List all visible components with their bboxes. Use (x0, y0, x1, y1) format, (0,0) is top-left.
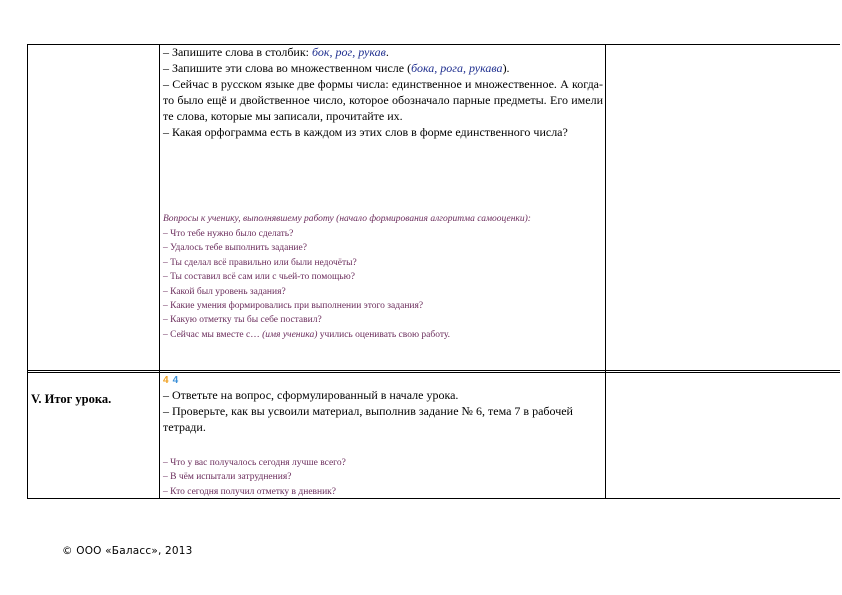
row1-content-cell (163, 44, 603, 140)
question-item: – Ты сделал всё правильно или были недочёты? (163, 257, 357, 268)
question-item: – Кто сегодня получил отметку в дневник? (163, 486, 337, 497)
question-item: – Какой был уровень задания? (163, 286, 286, 297)
question-item: – Что у вас получалось сегодня лучше всего? (163, 458, 346, 468)
table-column-divider (159, 44, 160, 499)
self-assessment-block (163, 213, 603, 342)
instruction-write-plural: – Запишите эти слова во множественном числе (бока, рога, рукава). (163, 61, 510, 75)
reflection-questions (163, 456, 603, 499)
question-item: – Удалось тебе выполнить задание? (163, 243, 307, 254)
question-item-last: – Сейчас мы вместе с… (имя ученика) учились оценивать свою работу. (163, 329, 451, 340)
table-left-border (27, 44, 28, 499)
instruction-write-column: – Запишите слова в столбик: бок, рог, рукав. (163, 45, 389, 59)
questions-title: Вопросы к ученику, выполнявшему работу (начало формирования алгоритма самооценки): (163, 214, 531, 224)
table-row-divider (27, 370, 840, 371)
orthogram-question: – Какая орфограмма есть в каждом из этих слов в форме единственного числа? (163, 125, 568, 139)
marker-number-orange: 4 (163, 375, 169, 386)
copyright-footer: © ООО «Баласс», 2013 (62, 545, 193, 557)
marker-number-blue: 4 (172, 375, 179, 386)
summary-check-instruction: – Проверьте, как вы усвоили материал, выполнив задание № 6, тема 7 в рабочей тетради. (163, 404, 573, 434)
question-item: – Что тебе нужно было сделать? (163, 229, 294, 239)
table-column-divider (605, 44, 606, 499)
summary-answer-instruction: – Ответьте на вопрос, сформулированный в начале урока. (163, 388, 459, 402)
question-item: – Ты составил всё сам или с чьей-то помощью? (163, 272, 355, 283)
question-item: – Какие умения формировались при выполнении этого задания? (163, 301, 424, 312)
table-row-divider-inner (27, 372, 840, 373)
row2-content-cell (163, 375, 603, 435)
question-item: – Какую отметку ты бы себе поставил? (163, 315, 322, 326)
dual-number-paragraph: – Сейчас в русском языке две формы числа: единственное и множественное. А когда-то было ещё и двойственное число, которое обозначало парные предметы. Его имели те слова, которые мы записали, прочитайте их. (163, 77, 603, 123)
marker-numbers (163, 375, 603, 387)
section-title: V. Итог урока. (31, 392, 112, 406)
question-item: – В чём испытали затруднения? (163, 472, 292, 483)
